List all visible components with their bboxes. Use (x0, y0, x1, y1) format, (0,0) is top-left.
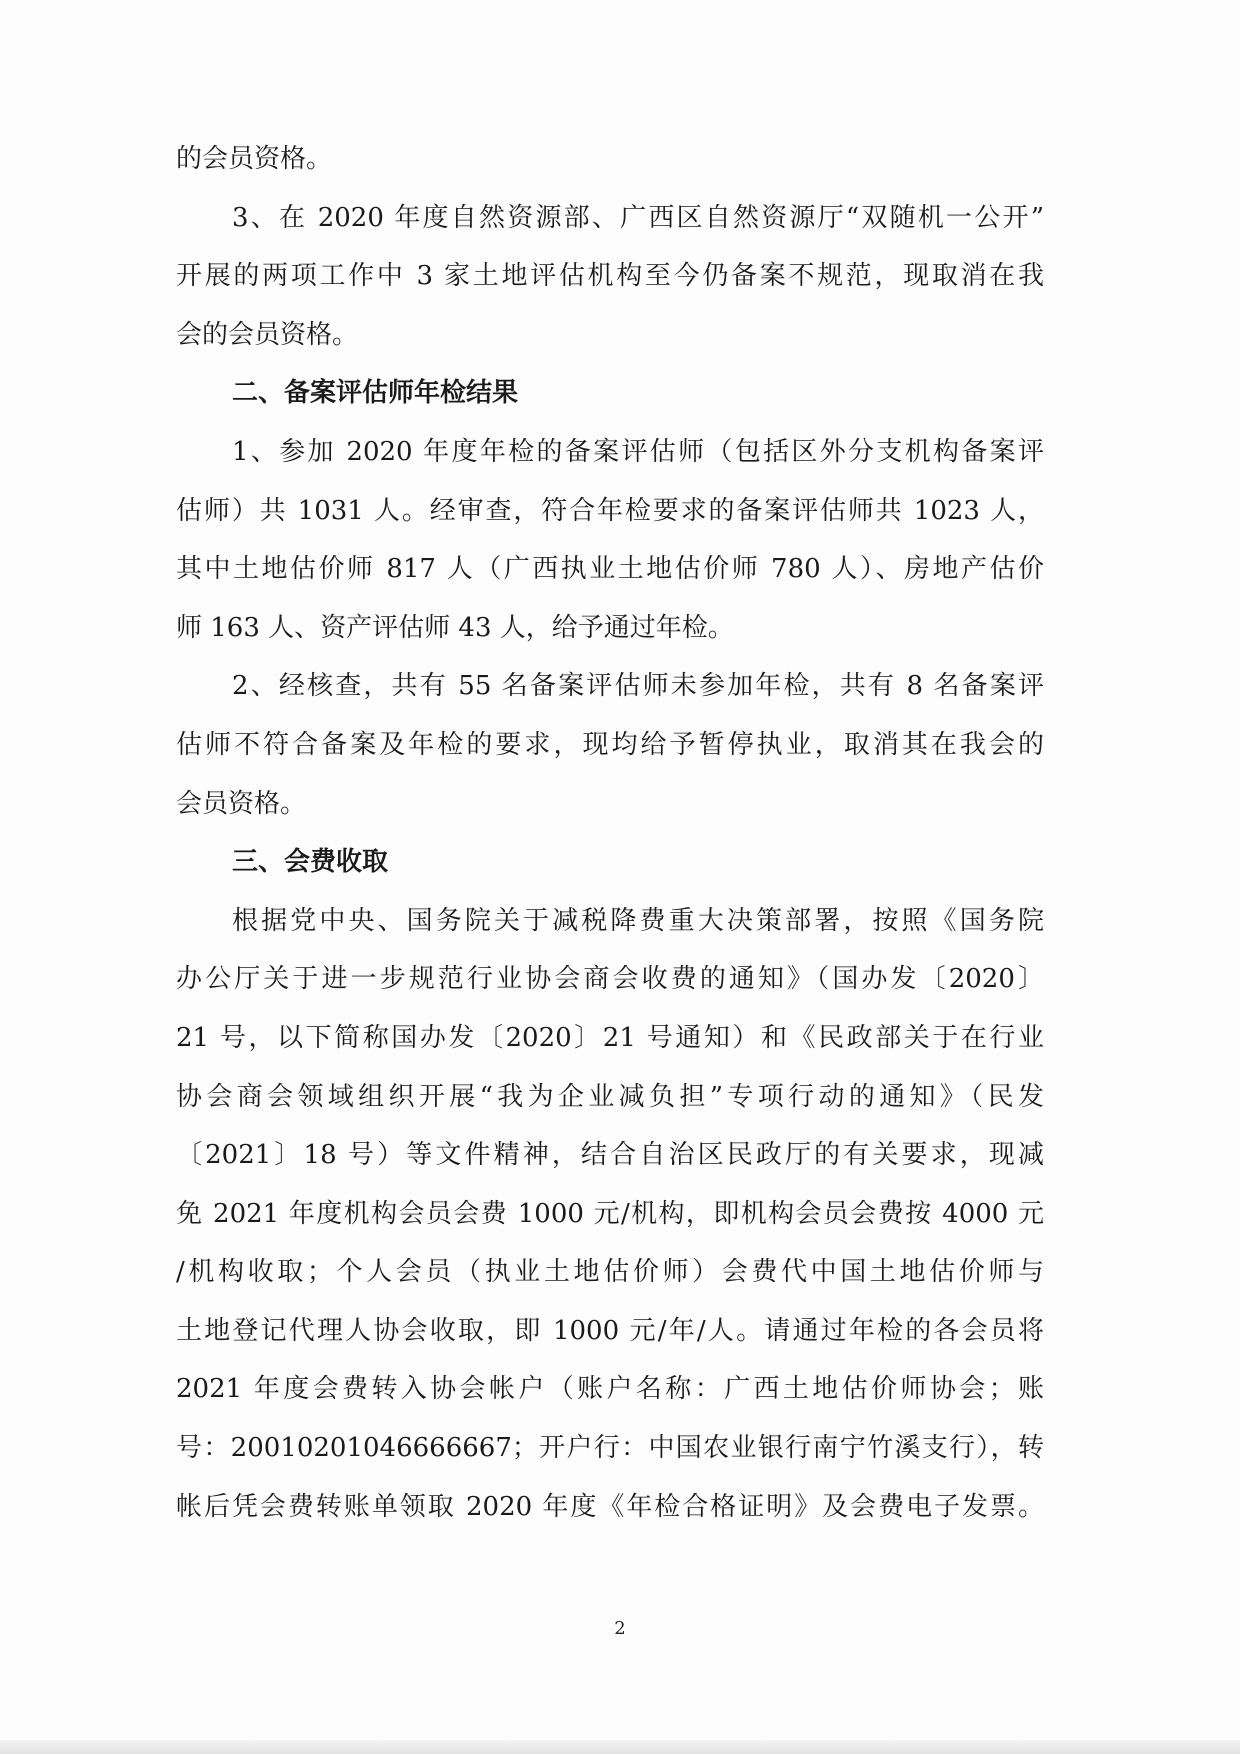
scan-edge (0, 1740, 1240, 1754)
text-line: 师 163 人、资产评估师 43 人，给予通过年检。 (176, 612, 734, 643)
text-line: 其中土地估价师 817 人（广西执业土地估价师 780 人）、房地产估价 (176, 554, 1044, 585)
text-line: 协会商会领域组织开展“我为企业减负担”专项行动的通知》（民发 (176, 1081, 1044, 1112)
text-line: 根据党中央、国务院关于减税降费重大决策部署，按照《国务院 (232, 905, 1044, 936)
text-line: 会员资格。 (176, 788, 307, 819)
text-line: 帐后凭会费转账单领取 2020 年度《年检合格证明》及会费电子发票。 (176, 1491, 1044, 1522)
text-line: 3、在 2020 年度自然资源部、广西区自然资源厅“双随机一公开” (232, 202, 1044, 233)
text-line: 开展的两项工作中 3 家土地评估机构至今仍备案不规范，现取消在我 (176, 261, 1044, 292)
text-line: 估师不符合备案及年检的要求，现均给予暂停执业，取消其在我会的 (176, 729, 1044, 760)
text-line: 估师）共 1031 人。经审查，符合年检要求的备案评估师共 1023 人， (176, 495, 1044, 526)
text-line: 〔2021〕18 号）等文件精神，结合自治区民政厅的有关要求，现减 (176, 1140, 1044, 1171)
text-line: 的会员资格。 (176, 144, 333, 174)
text-line: 2、经核查，共有 55 名备案评估师未参加年检，共有 8 名备案评 (232, 671, 1044, 702)
page-number: 2 (614, 1618, 626, 1639)
text-line: 2021 年度会费转入协会帐户（账户名称：广西土地估价师协会；账 (176, 1374, 1044, 1405)
document-body (176, 130, 1044, 1536)
text-line: 土地登记代理人协会收取，即 1000 元/年/人。请通过年检的各会员将 (176, 1315, 1044, 1346)
text-line: 21 号，以下简称国办发〔2020〕21 号通知）和《民政部关于在行业 (176, 1022, 1044, 1053)
section-heading: 三、会费收取 (232, 847, 389, 878)
text-line: 号：20010201046666667；开户行：中国农业银行南宁竹溪支行），转 (176, 1433, 1044, 1464)
text-line: 1、参加 2020 年度年检的备案评估师（包括区外分支机构备案评 (232, 436, 1044, 467)
section-heading: 二、备案评估师年检结果 (232, 378, 519, 409)
text-line: 免 2021 年度机构会员会费 1000 元/机构，即机构会员会费按 4000 元 (176, 1198, 1044, 1229)
text-line: /机构收取；个人会员（执业土地估价师）会费代中国土地估价师与 (176, 1257, 1044, 1288)
text-line: 办公厅关于进一步规范行业协会商会收费的通知》（国办发〔2020〕 (176, 964, 1044, 995)
text-line: 会的会员资格。 (176, 319, 359, 350)
